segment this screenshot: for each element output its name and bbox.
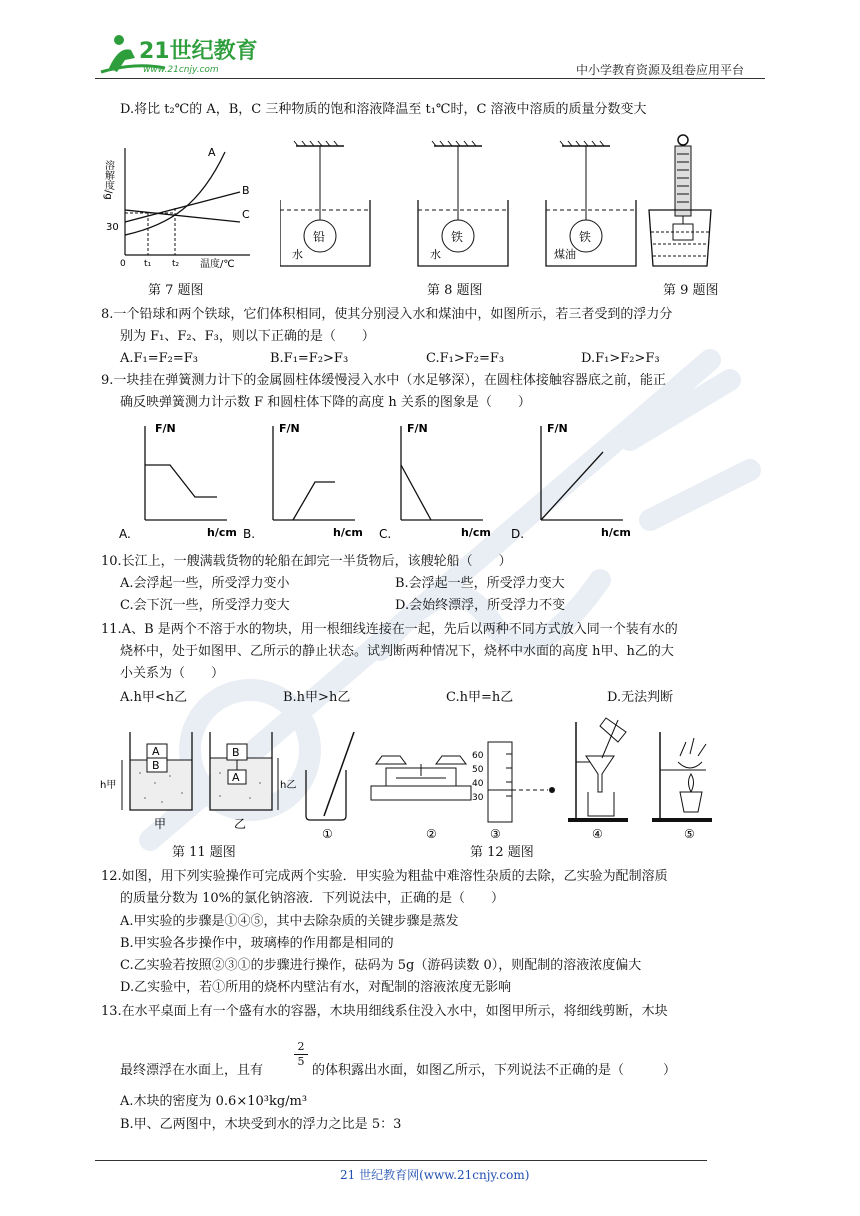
fig7-solubility-chart: [100, 140, 260, 270]
svg-text:50: 50: [472, 765, 484, 775]
q11-option-a: A.h甲<h乙: [120, 690, 188, 705]
svg-text:B: B: [152, 759, 160, 772]
svg-text:F/N: F/N: [547, 422, 568, 435]
q12-option-a: A.甲实验的步骤是①④⑤，其中去除杂质的关键步骤是蒸发: [120, 914, 459, 929]
fraction-denominator: 5: [294, 1054, 308, 1069]
svg-text:F/N: F/N: [407, 422, 428, 435]
svg-text:溶解度/g: 溶解度/g: [102, 160, 114, 200]
caption-fig7: 第 7 题图: [148, 283, 204, 298]
caption-fig9: 第 9 题图: [663, 283, 719, 298]
q8-option-a: A.F₁=F₂=F₃: [120, 351, 198, 366]
q10-stem: 10.长江上，一艘满载货物的轮船在卸完一半货物后，该艘轮船（ ）: [101, 554, 512, 569]
q12-option-c: C.乙实验若按照②③①的步骤进行操作，砝码为 5g（游码读数 0），则配制的溶液浓度偏大: [120, 958, 642, 973]
footer-divider: [95, 1160, 707, 1161]
svg-text:A: A: [208, 146, 216, 159]
q8-option-b: B.F₁=F₂>F₃: [270, 351, 349, 366]
q9-stem-1: 9.一块挂在弹簧测力计下的金属圆柱体缓慢浸入水中（水足够深），在圆柱体接触容器底之前，能正: [101, 373, 666, 388]
svg-text:铁: 铁: [451, 230, 464, 244]
q11-stem-3: 小关系为（ ）: [120, 666, 225, 681]
svg-text:60: 60: [472, 751, 484, 761]
q10-option-b: B.会浮起一些，所受浮力变大: [395, 576, 565, 591]
fig12-apparatus: [300, 712, 720, 840]
svg-text:21世纪教育: 21世纪教育: [139, 39, 258, 64]
svg-text:⑤: ⑤: [684, 827, 695, 840]
q8-stem-1: 8.一个铅球和两个铁球，它们体积相同，使其分别浸入水和煤油中，如图所示，若三者受到的浮力分: [101, 307, 673, 322]
q12-option-d: D.乙实验中，若①所用的烧杯内壁沾有水，对配制的溶液浓度无影响: [120, 980, 512, 995]
fig8-beakers: [280, 140, 650, 270]
svg-text:h/cm: h/cm: [461, 526, 491, 539]
svg-text:①: ①: [322, 827, 333, 840]
caption-fig11: 第 11 题图: [172, 845, 236, 860]
svg-text:铅: 铅: [313, 230, 326, 244]
q10-option-a: A.会浮起一些，所受浮力变小: [120, 576, 290, 591]
svg-text:h/cm: h/cm: [207, 526, 237, 539]
fraction-numerator: 2: [297, 1040, 305, 1053]
svg-text:D.: D.: [511, 527, 525, 541]
svg-text:C: C: [242, 208, 250, 221]
q10-option-c: C.会下沉一些，所受浮力变大: [120, 598, 290, 613]
svg-text:A.: A.: [119, 527, 131, 541]
q9-graphs: [115, 420, 635, 545]
svg-text:F/N: F/N: [155, 422, 176, 435]
q7-option-d: D.将比 t₂℃的 A，B，C 三种物质的饱和溶液降温至 t₁℃时，C 溶液中溶质的质量分数变大: [120, 102, 647, 117]
q9-stem-2: 确反映弹簧测力计示数 F 和圆柱体下降的高度 h 关系的图象是（ ）: [120, 395, 531, 410]
q11-option-d: D.无法判断: [607, 690, 674, 705]
svg-text:水: 水: [430, 248, 441, 261]
q13-fraction: [294, 1040, 308, 1069]
svg-text:煤油: 煤油: [554, 248, 576, 261]
svg-text:B: B: [232, 746, 240, 759]
q12-stem-1: 12.如图，用下列实验操作可完成两个实验．甲实验为粗盐中难溶性杂质的去除，乙实验为配制溶质: [101, 869, 668, 884]
svg-text:h乙: h乙: [280, 780, 297, 791]
svg-text:h甲: h甲: [100, 780, 117, 791]
svg-text:铁: 铁: [579, 230, 592, 244]
site-logo: [95, 28, 265, 78]
q13-stem-2b: 的体积露出水面，如图乙所示，下列说法不正确的是（ ）: [312, 1063, 677, 1078]
fig9-spring-scale: [645, 132, 715, 272]
q8-stem-2: 别为 F₁、F₂、F₃，则以下正确的是（ ）: [120, 329, 375, 344]
svg-text:④: ④: [592, 827, 603, 840]
svg-text:③: ③: [490, 827, 501, 840]
svg-text:乙: 乙: [234, 817, 247, 831]
svg-text:h/cm: h/cm: [601, 526, 631, 539]
svg-text:40: 40: [472, 779, 484, 789]
svg-text:www.21cnjy.com: www.21cnjy.com: [143, 65, 219, 75]
q8-option-c: C.F₁>F₂=F₃: [426, 351, 505, 366]
header-divider: [95, 78, 765, 79]
q11-stem-2: 烧杯中，处于如图甲、乙所示的静止状态。试判断两种情况下，烧杯中水面的高度 h甲、h乙的大: [120, 644, 674, 659]
q13-stem-1: 13.在水平桌面上有一个盛有水的容器，木块用细线系住没入水中，如图甲所示，将细线剪断，木块: [101, 1004, 668, 1019]
q11-stem-1: 11.A、B 是两个不溶于水的物块，用一根细线连接在一起，先后以两种不同方式放入同一个装有水的: [101, 622, 678, 637]
svg-text:甲: 甲: [154, 817, 167, 831]
svg-text:C.: C.: [379, 527, 392, 541]
q11-option-c: C.h甲=h乙: [446, 690, 514, 705]
q13-stem-2a: 最终漂浮在水面上，且有: [120, 1063, 264, 1078]
svg-text:t₂: t₂: [172, 259, 180, 269]
svg-text:h/cm: h/cm: [333, 526, 363, 539]
svg-text:30: 30: [106, 222, 119, 233]
q12-stem-2: 的质量分数为 10%的氯化钠溶液．下列说法中，正确的是（ ）: [120, 891, 505, 906]
footer-link[interactable]: 21 世纪教育网(www.21cnjy.com): [340, 1168, 530, 1182]
svg-text:B.: B.: [243, 527, 256, 541]
svg-text:0: 0: [120, 259, 126, 269]
platform-name: 中小学教育资源及组卷应用平台: [576, 63, 745, 77]
caption-fig12: 第 12 题图: [470, 845, 534, 860]
q13-option-a: A.木块的密度为 0.6×10³kg/m³: [120, 1094, 308, 1109]
caption-fig8: 第 8 题图: [427, 283, 483, 298]
svg-text:30: 30: [472, 793, 484, 803]
svg-text:F/N: F/N: [279, 422, 300, 435]
q12-option-b: B.甲实验各步操作中，玻璃棒的作用都是相同的: [120, 936, 394, 951]
svg-text:t₁: t₁: [144, 259, 152, 269]
fig11-beakers: [100, 718, 300, 838]
svg-text:温度/℃: 温度/℃: [200, 259, 235, 270]
svg-text:B: B: [242, 184, 250, 197]
q13-option-b: B.甲、乙两图中，木块受到水的浮力之比是 5：3: [120, 1117, 402, 1132]
svg-text:水: 水: [292, 248, 303, 261]
svg-text:②: ②: [426, 827, 437, 840]
svg-text:A: A: [232, 771, 240, 784]
svg-text:A: A: [152, 745, 160, 758]
q8-option-d: D.F₁>F₂>F₃: [581, 351, 660, 366]
q10-option-d: D.会始终漂浮，所受浮力不变: [395, 598, 566, 613]
q11-option-b: B.h甲>h乙: [283, 690, 351, 705]
